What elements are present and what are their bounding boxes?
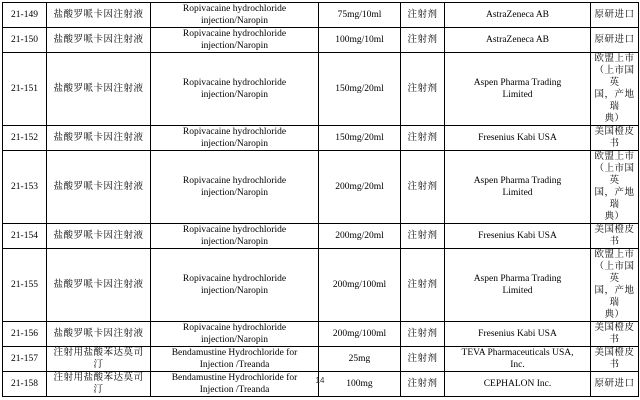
company-cell — [445, 347, 591, 372]
english-name-cell-text: Ropivacaine hydrochloride injection/Naropin — [182, 78, 287, 100]
remark-cell-text: 美国橙皮书 — [594, 126, 635, 149]
dosage-form-cell-text: 注射剂 — [407, 181, 438, 192]
english-name-cell-text: Ropivacaine hydrochloride injection/Naropin — [182, 176, 287, 198]
remark-cell-text: 原研进口 — [594, 34, 635, 45]
dosage-form-cell — [401, 3, 445, 28]
english-name-cell-text: Ropivacaine hydrochloride injection/Naropin — [182, 29, 287, 51]
row-id-cell-text: 21-156 — [11, 329, 38, 339]
chinese-name-cell-text: 盐酸罗哌卡因注射液 — [53, 230, 144, 241]
company-cell — [445, 224, 591, 249]
english-name-cell-text: Bendamustine Hydrochloride for Injection /Treanda — [171, 348, 298, 370]
english-name-cell — [151, 322, 319, 347]
specification-cell-text: 75mg/10ml — [337, 10, 382, 20]
specification-cell — [319, 3, 401, 28]
remark-cell — [591, 249, 639, 322]
company-cell-text: Fresenius Kabi USA — [478, 231, 557, 241]
chinese-name-cell-text: 盐酸罗哌卡因注射液 — [53, 34, 144, 45]
specification-cell-text: 100mg — [346, 379, 373, 389]
table-row — [3, 224, 639, 249]
english-name-cell — [151, 53, 319, 126]
chinese-name-cell — [47, 322, 151, 347]
drug-list-table — [2, 2, 639, 397]
dosage-form-cell — [401, 53, 445, 126]
table-row — [3, 151, 639, 224]
company-cell — [445, 28, 591, 53]
remark-cell — [591, 224, 639, 249]
chinese-name-cell — [47, 126, 151, 151]
company-cell-text: Fresenius Kabi USA — [478, 133, 557, 143]
specification-cell — [319, 224, 401, 249]
row-id-cell-text: 21-155 — [11, 280, 38, 290]
chinese-name-cell-text: 盐酸罗哌卡因注射液 — [53, 181, 144, 192]
company-cell-text: Fresenius Kabi USA — [478, 329, 557, 339]
specification-cell — [319, 249, 401, 322]
specification-cell-text: 200mg/20ml — [335, 182, 384, 192]
row-id-cell — [3, 126, 47, 151]
page-number: 14 — [315, 376, 325, 385]
specification-cell-text: 200mg/100ml — [332, 329, 387, 339]
row-id-cell-text: 21-151 — [11, 84, 38, 94]
specification-cell — [319, 322, 401, 347]
company-cell — [445, 126, 591, 151]
remark-cell-text: 欧盟上市 （上市国英 国，产地瑞 典） — [594, 53, 635, 124]
dosage-form-cell-text: 注射剂 — [407, 328, 438, 339]
chinese-name-cell-text: 注射用盐酸苯达莫司 汀 — [53, 347, 144, 370]
chinese-name-cell — [47, 347, 151, 372]
specification-cell — [319, 151, 401, 224]
english-name-cell-text: Ropivacaine hydrochloride injection/Naropin — [182, 4, 287, 26]
chinese-name-cell — [47, 3, 151, 28]
row-id-cell — [3, 249, 47, 322]
english-name-cell — [151, 249, 319, 322]
dosage-form-cell — [401, 28, 445, 53]
table-row — [3, 28, 639, 53]
remark-cell-text: 美国橙皮书 — [594, 224, 635, 247]
row-id-cell-text: 21-150 — [11, 35, 38, 45]
row-id-cell-text: 21-149 — [11, 10, 38, 20]
chinese-name-cell-text: 盐酸罗哌卡因注射液 — [53, 83, 144, 94]
remark-cell-text: 欧盟上市 （上市国英 国，产地瑞 典） — [594, 249, 635, 320]
chinese-name-cell — [47, 28, 151, 53]
company-cell — [445, 3, 591, 28]
remark-cell-text: 原研进口 — [594, 378, 635, 389]
company-cell-text: CEPHALON Inc. — [483, 379, 552, 389]
specification-cell-text: 200mg/20ml — [335, 231, 384, 241]
english-name-cell — [151, 3, 319, 28]
specification-cell-text: 150mg/20ml — [335, 84, 384, 94]
company-cell — [445, 322, 591, 347]
row-id-cell — [3, 53, 47, 126]
remark-cell-text: 欧盟上市 （上市国英 国，产地瑞 典） — [594, 151, 635, 222]
dosage-form-cell-text: 注射剂 — [407, 230, 438, 241]
english-name-cell — [151, 151, 319, 224]
chinese-name-cell — [47, 151, 151, 224]
dosage-form-cell — [401, 126, 445, 151]
dosage-form-cell — [401, 347, 445, 372]
table-row — [3, 322, 639, 347]
specification-cell — [319, 126, 401, 151]
company-cell-text: TEVA Pharmaceuticals USA, Inc. — [461, 348, 574, 370]
row-id-cell-text: 21-158 — [11, 379, 38, 389]
dosage-form-cell-text: 注射剂 — [407, 378, 438, 389]
company-cell-text: Aspen Pharma Trading Limited — [473, 176, 562, 198]
table-row — [3, 249, 639, 322]
company-cell-text: AstraZeneca AB — [485, 35, 550, 45]
row-id-cell-text: 21-153 — [11, 182, 38, 192]
dosage-form-cell — [401, 224, 445, 249]
remark-cell-text: 原研进口 — [594, 9, 635, 20]
specification-cell-text: 200mg/100ml — [332, 280, 387, 290]
english-name-cell — [151, 28, 319, 53]
row-id-cell — [3, 151, 47, 224]
row-id-cell — [3, 322, 47, 347]
english-name-cell-text: Ropivacaine hydrochloride injection/Naropin — [182, 225, 287, 247]
remark-cell — [591, 126, 639, 151]
company-cell — [445, 151, 591, 224]
english-name-cell-text: Ropivacaine hydrochloride injection/Naropin — [182, 274, 287, 296]
chinese-name-cell-text: 盐酸罗哌卡因注射液 — [53, 132, 144, 143]
remark-cell-text: 美国橙皮书 — [594, 322, 635, 345]
row-id-cell — [3, 347, 47, 372]
english-name-cell-text: Ropivacaine hydrochloride injection/Naropin — [182, 323, 287, 345]
row-id-cell — [3, 28, 47, 53]
dosage-form-cell-text: 注射剂 — [407, 34, 438, 45]
table-row — [3, 126, 639, 151]
company-cell — [445, 249, 591, 322]
row-id-cell-text: 21-154 — [11, 231, 38, 241]
chinese-name-cell-text: 盐酸罗哌卡因注射液 — [53, 9, 144, 20]
dosage-form-cell-text: 注射剂 — [407, 279, 438, 290]
remark-cell — [591, 3, 639, 28]
english-name-cell — [151, 126, 319, 151]
chinese-name-cell — [47, 249, 151, 322]
english-name-cell-text: Ropivacaine hydrochloride injection/Naropin — [182, 127, 287, 149]
english-name-cell — [151, 347, 319, 372]
company-cell — [445, 53, 591, 126]
remark-cell — [591, 347, 639, 372]
dosage-form-cell-text: 注射剂 — [407, 132, 438, 143]
row-id-cell — [3, 224, 47, 249]
remark-cell — [591, 322, 639, 347]
chinese-name-cell-text: 盐酸罗哌卡因注射液 — [53, 328, 144, 339]
chinese-name-cell-text: 盐酸罗哌卡因注射液 — [53, 279, 144, 290]
specification-cell — [319, 347, 401, 372]
dosage-form-cell — [401, 249, 445, 322]
company-cell-text: AstraZeneca AB — [485, 10, 550, 20]
table-row — [3, 53, 639, 126]
dosage-form-cell — [401, 151, 445, 224]
row-id-cell — [3, 3, 47, 28]
specification-cell-text: 25mg — [348, 354, 371, 364]
specification-cell — [319, 28, 401, 53]
dosage-form-cell — [401, 322, 445, 347]
chinese-name-cell-text: 注射用盐酸苯达莫司 汀 — [53, 372, 144, 395]
dosage-form-cell-text: 注射剂 — [407, 83, 438, 94]
dosage-form-cell-text: 注射剂 — [407, 353, 438, 364]
specification-cell-text: 100mg/10ml — [335, 35, 384, 45]
remark-cell — [591, 151, 639, 224]
remark-cell — [591, 53, 639, 126]
remark-cell-text: 美国橙皮书 — [594, 347, 635, 370]
company-cell-text: Aspen Pharma Trading Limited — [473, 78, 562, 100]
chinese-name-cell — [47, 53, 151, 126]
company-cell-text: Aspen Pharma Trading Limited — [473, 274, 562, 296]
remark-cell — [591, 28, 639, 53]
table-row — [3, 347, 639, 372]
specification-cell — [319, 53, 401, 126]
english-name-cell-text: Bendamustine Hydrochloride for Injection /Treanda — [171, 373, 298, 395]
dosage-form-cell-text: 注射剂 — [407, 9, 438, 20]
specification-cell-text: 150mg/20ml — [335, 133, 384, 143]
chinese-name-cell — [47, 224, 151, 249]
row-id-cell-text: 21-152 — [11, 133, 38, 143]
table-row — [3, 3, 639, 28]
row-id-cell-text: 21-157 — [11, 354, 38, 364]
english-name-cell — [151, 224, 319, 249]
